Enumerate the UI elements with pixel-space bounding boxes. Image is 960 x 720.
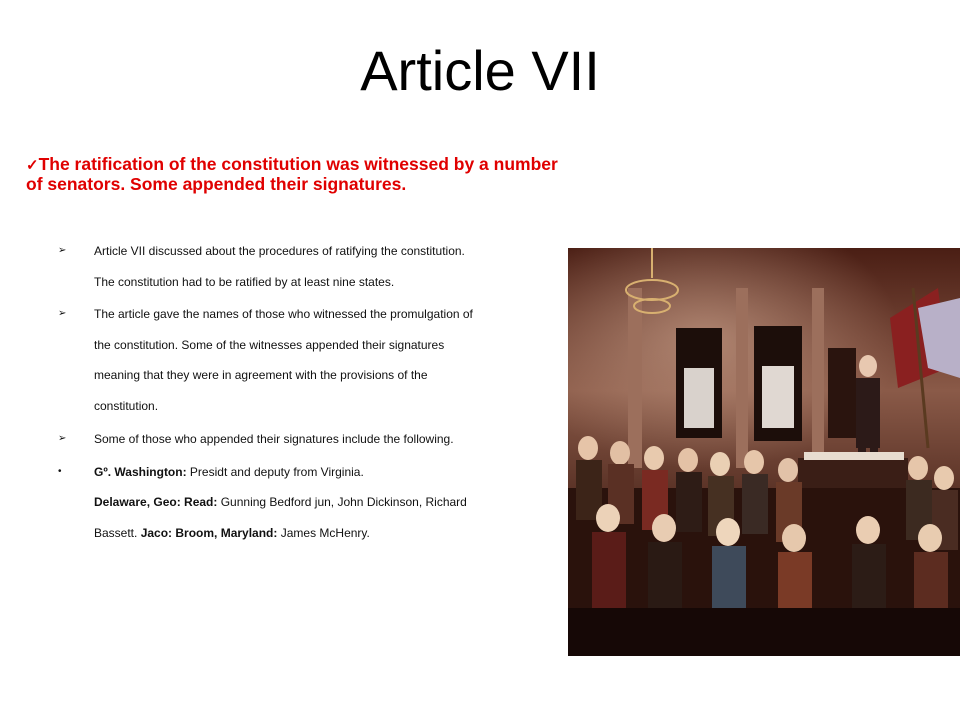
signer-label: Jaco: Broom, Maryland: <box>140 525 278 540</box>
signers-text <box>94 465 467 540</box>
signing-painting-image <box>568 248 960 656</box>
check-icon: ✓ <box>26 157 39 174</box>
arrow-bullet-icon: ➢ <box>58 245 67 256</box>
bullet-text: Article VII discussed about the procedures of ratifying the constitution. The constitution had to be ratified by at least nine states. <box>94 244 465 289</box>
bullet-list <box>58 236 478 548</box>
signer-text: Gunning Bedford jun, John Dickinson, Richard Bassett. <box>94 495 467 540</box>
signer-text: James McHenry. <box>277 525 370 540</box>
arrow-bullet-icon: ➢ <box>58 308 67 319</box>
list-item <box>58 299 478 421</box>
list-item <box>58 236 478 297</box>
signer-label: Gº. Washington: <box>94 464 187 479</box>
signer-label: Delaware, Geo: Read: <box>94 495 218 509</box>
list-item-signers <box>58 457 478 549</box>
bullet-text: The article gave the names of those who witnessed the promulgation of the constitution. Some of the witnesses appended their signatures meaning that they were in agreement with the provisions of the constitution. <box>94 307 473 413</box>
arrow-bullet-icon: ➢ <box>58 433 67 444</box>
signer-text: Presidt and deputy from Virginia. <box>186 464 364 479</box>
dot-bullet-icon: • <box>58 465 62 477</box>
list-item <box>58 424 478 455</box>
bullet-text: Some of those who appended their signatures include the following. <box>94 432 454 446</box>
subtitle-text: The ratification of the constitution was witnessed by a number of senators. Some appended their signatures. <box>26 154 558 194</box>
slide-title: Article VII <box>360 39 600 102</box>
slide-subtitle <box>26 155 566 194</box>
